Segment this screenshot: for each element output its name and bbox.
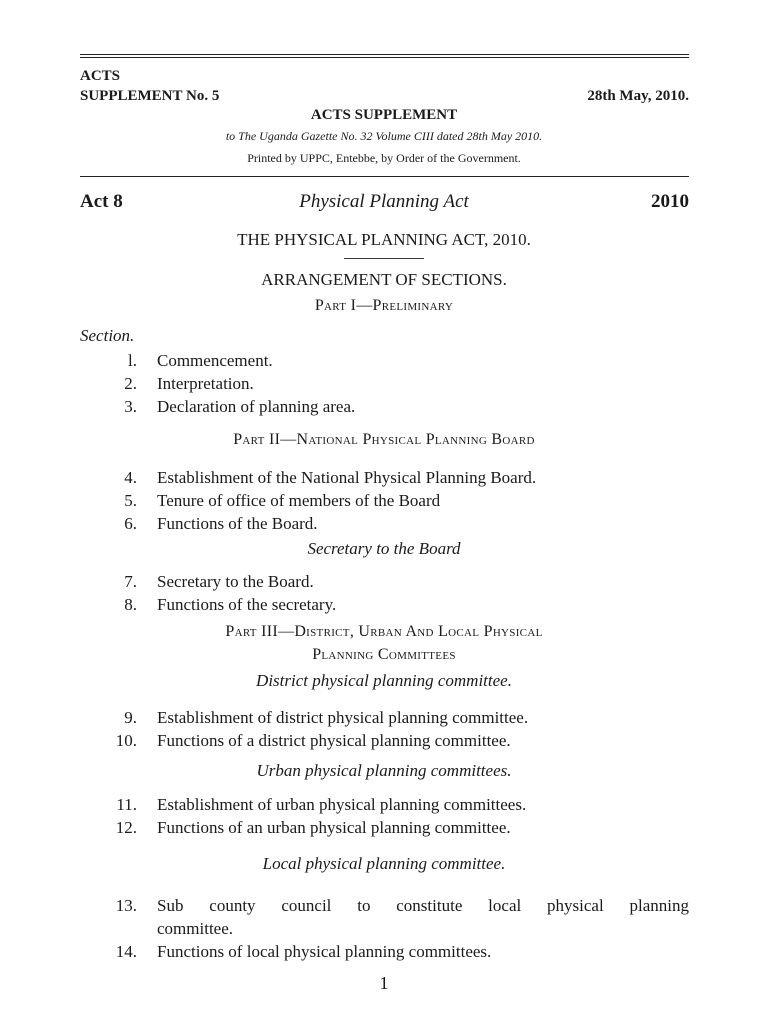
- section-title: Commencement.: [157, 351, 273, 370]
- header-rule-top: [80, 54, 689, 55]
- title-divider: [344, 258, 424, 259]
- section-title: Secretary to the Board.: [157, 572, 314, 591]
- section-title: Sub county council to constitute local physical planning: [157, 896, 689, 915]
- document-title: THE PHYSICAL PLANNING ACT, 2010.: [237, 230, 531, 249]
- section-number: 11.: [116, 795, 137, 814]
- section-title: Functions of the Board.: [157, 514, 318, 533]
- header-gazette-reference: to The Uganda Gazette No. 32 Volume CIII dated 28th May 2010.: [225, 129, 543, 143]
- subheading-urban: Urban physical planning committees.: [256, 761, 512, 780]
- section-title-continued: committee.: [157, 919, 234, 938]
- running-header-year: 2010: [651, 191, 689, 212]
- part-2-heading: Part II—National Physical Planning Board: [233, 431, 535, 448]
- section-number: 14.: [115, 942, 137, 961]
- section-number: 6.: [124, 514, 137, 533]
- part-3-heading-line-1: Part III—District, Urban And Local Physical: [225, 623, 543, 640]
- section-title: Tenure of office of members of the Board: [157, 491, 441, 510]
- header-rule-second: [80, 57, 689, 58]
- part-3-heading-line-2: Planning Committees: [312, 646, 456, 663]
- section-number: 13.: [115, 896, 137, 915]
- section-title: Interpretation.: [157, 374, 254, 393]
- section-number: 4.: [124, 468, 137, 487]
- header-printed-by: Printed by UPPC, Entebbe, by Order of the Government.: [247, 151, 521, 165]
- header-title: ACTS SUPPLEMENT: [310, 107, 458, 123]
- part-1-heading: Part I—Preliminary: [314, 297, 454, 314]
- section-title: Functions of local physical planning committees.: [157, 942, 492, 961]
- section-number: 2.: [124, 374, 137, 393]
- section-title: Declaration of planning area.: [157, 397, 356, 416]
- section-number: 3.: [124, 397, 137, 416]
- arrangement-heading: ARRANGEMENT OF SECTIONS.: [261, 270, 507, 289]
- section-number: 12.: [115, 818, 137, 837]
- section-title: Establishment of urban physical planning committees.: [157, 795, 527, 814]
- section-number: 9.: [124, 708, 137, 727]
- section-number: 10.: [115, 731, 137, 750]
- subheading-local: Local physical planning committee.: [262, 854, 506, 873]
- running-header-act: Act 8: [80, 191, 123, 212]
- section-number: 8.: [124, 595, 137, 614]
- page-number: 1: [379, 973, 389, 993]
- section-title: Functions of an urban physical planning committee.: [157, 818, 511, 837]
- running-header-rule: [80, 176, 689, 177]
- section-title: Functions of the secretary.: [157, 595, 337, 614]
- section-title: Functions of a district physical planning committee.: [157, 731, 511, 750]
- subheading-district: District physical planning committee.: [256, 671, 512, 690]
- section-number: 5.: [124, 491, 137, 510]
- header-acts: ACTS: [80, 68, 121, 84]
- section-title: Establishment of district physical planning committee.: [157, 708, 529, 727]
- subheading-secretary: Secretary to the Board: [307, 539, 461, 558]
- section-title: Establishment of the National Physical Planning Board.: [157, 468, 537, 487]
- header-supplement-number: SUPPLEMENT No. 5: [80, 88, 220, 104]
- section-label: Section.: [80, 326, 135, 345]
- running-header-title: Physical Planning Act: [299, 191, 469, 212]
- header-date: 28th May, 2010.: [587, 88, 689, 104]
- section-number: 7.: [124, 572, 137, 591]
- section-number: l.: [128, 351, 137, 370]
